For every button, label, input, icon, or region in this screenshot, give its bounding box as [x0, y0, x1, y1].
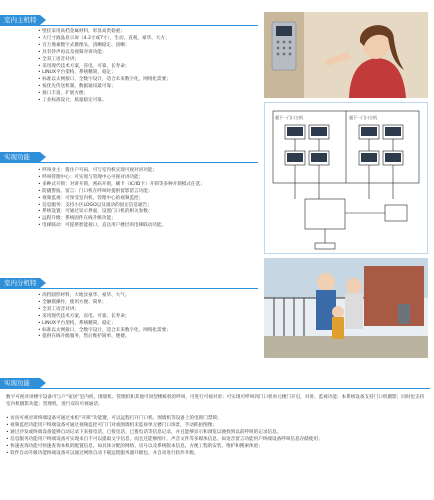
list-item: • 壁挂采用高档金属材料，彰显高贵稳重； — [38, 29, 125, 34]
list-item: • 呼叫管理中心：可实现与管理中心可视对讲功能； — [38, 174, 144, 180]
advantages-list — [38, 293, 171, 341]
diagram-caption-left: 超下一门口主机 — [275, 115, 303, 120]
woman-at-doorphone-photo — [264, 12, 428, 98]
list-item: • 标准以太网接口，全数字设计，适合未来数字化，网络化需要； — [38, 327, 171, 333]
implementation-header: 实现功能 — [0, 378, 40, 389]
implementation-list — [6, 416, 426, 457]
features-divider — [0, 25, 258, 26]
implementation-divider — [0, 388, 430, 389]
list-item: • 全双工语音对讲； — [38, 306, 79, 312]
list-item: • 防撬警报、留言：门口机在呼叫时提供留影留言功能； — [38, 188, 153, 194]
list-item: • LINUX平台架构，系统精简，稳定； — [38, 320, 116, 326]
functions-list — [38, 168, 205, 230]
list-item: • 系统设置：可通过显示界面，设置门口机的相关参数； — [38, 209, 153, 215]
diagram-caption-right: 超下一门口主机 — [349, 115, 377, 120]
list-item: • 视频监视：可预受室内机、管理中心的视频监控； — [38, 195, 144, 201]
list-item: • 采用现代技术方案，省电、可靠、长寿命； — [38, 63, 130, 69]
implementation-intro: 数字可视对讲楼宇设备可与户“家居”室内机、围墙机、管理机和其他可同型楼栋机的呼叫，可进行可视对讲；可实现可呼叫到门口机单元楼门开启，对讲、监视功能；本系统设备支持门口机摄影；同时也支持室内机摄影功能；管理机，进行双向可视通话； — [6, 395, 425, 407]
features-list — [38, 29, 171, 105]
list-item: • 高档圆形材料，大地显豪华、豪华、大气； — [38, 293, 130, 298]
advantages-divider — [0, 288, 258, 289]
list-item: • 百万像素数字式摄像头，清晰稳定、清晰； — [38, 42, 130, 48]
functions-header: 实现功能 — [0, 152, 40, 163]
list-item: • 远程升级：系统固件在线升级功能； — [38, 216, 116, 222]
list-item: • LINUX平台架构，系统精简，稳定； — [38, 70, 116, 76]
list-item: • 信息服务：支持小区LOGO以及滚动的固定信息通告； — [38, 202, 152, 208]
list-item: • 呼叫业主：拨住户号码，可与室内机实现可视对讲功能； — [38, 168, 158, 173]
list-item: • 多种式开锁：对讲开锁，密码开锁，刷卡（IC/ID卡）开锁等多种开锁模式任选； — [38, 181, 205, 187]
list-item: • 信息服务功能用户终端设备可实现来自不可以提取文字信息，而且还能够图片、声音文件等多媒体信息，如语音留言功能用户终端设备呼叫信息存储使用； — [6, 436, 323, 442]
list-item: • 访问可视对讲终端设备可通过本机“开锁”功能键，可以远程打开门口机、围墙机等设备上的电锁门禁锁； — [6, 416, 222, 421]
list-item: • 全双工语音对讲； — [38, 56, 79, 62]
functions-divider — [0, 162, 258, 163]
list-item: • 工业标准设计，质量稳定可靠。 — [38, 98, 107, 104]
list-item: • 快速查询功能可快速查询本机的配置信息，如具体分配的网络、房号以及系统版本信息，方便工程的安装、维护和搜索体验； — [6, 443, 263, 449]
list-item: • 全触摸操作，使用方便、简单； — [38, 299, 107, 305]
family-at-gate-photo — [264, 258, 428, 358]
list-item: • 通过沙发或终端设备能够自动记录下来接电话、已接电话、已拨电话等信息记录，并且能够显示和浏览以便找到以前呼叫的记录信息。 — [6, 429, 282, 435]
list-item: • 电梯联动：可提供智能接口，直达用户楼层的电梯联动功能。 — [38, 223, 167, 229]
list-item: • 标准以太网接口，全数字设计，适合未来数字化，网络化需要； — [38, 77, 171, 83]
features-header: 室内主机特点 — [0, 15, 40, 26]
list-item: • 软件自动升级功能终端设备可以通过网络自动下载远程服务器升级包，并自动进行软件升级。 — [6, 450, 199, 456]
list-item: • 接口丰富，扩展方便； — [38, 91, 89, 97]
wiring-diagram — [264, 102, 428, 254]
list-item: • 采用现代技术方案，省电、可靠、长寿命； — [38, 313, 130, 319]
list-item: • 提供在线升级服务，售后维护简单、便捷。 — [38, 334, 130, 340]
list-item: • 按优先传送机制，数据通讯最可靠； — [38, 84, 116, 90]
list-item: • 具有铃声再以及视频对讲功能； — [38, 49, 107, 55]
list-item: • 大尺寸液晶显示屏（4.3寸或7寸），生动、直观、豪华、大方； — [38, 35, 170, 41]
advantages-header: 室内分机特点 — [0, 278, 40, 289]
list-item: • 视频监控功能用户终端设备可通过视频监控可门门对或围墙机未监视单元楼门口场景，手动抓拍图像； — [6, 422, 217, 428]
